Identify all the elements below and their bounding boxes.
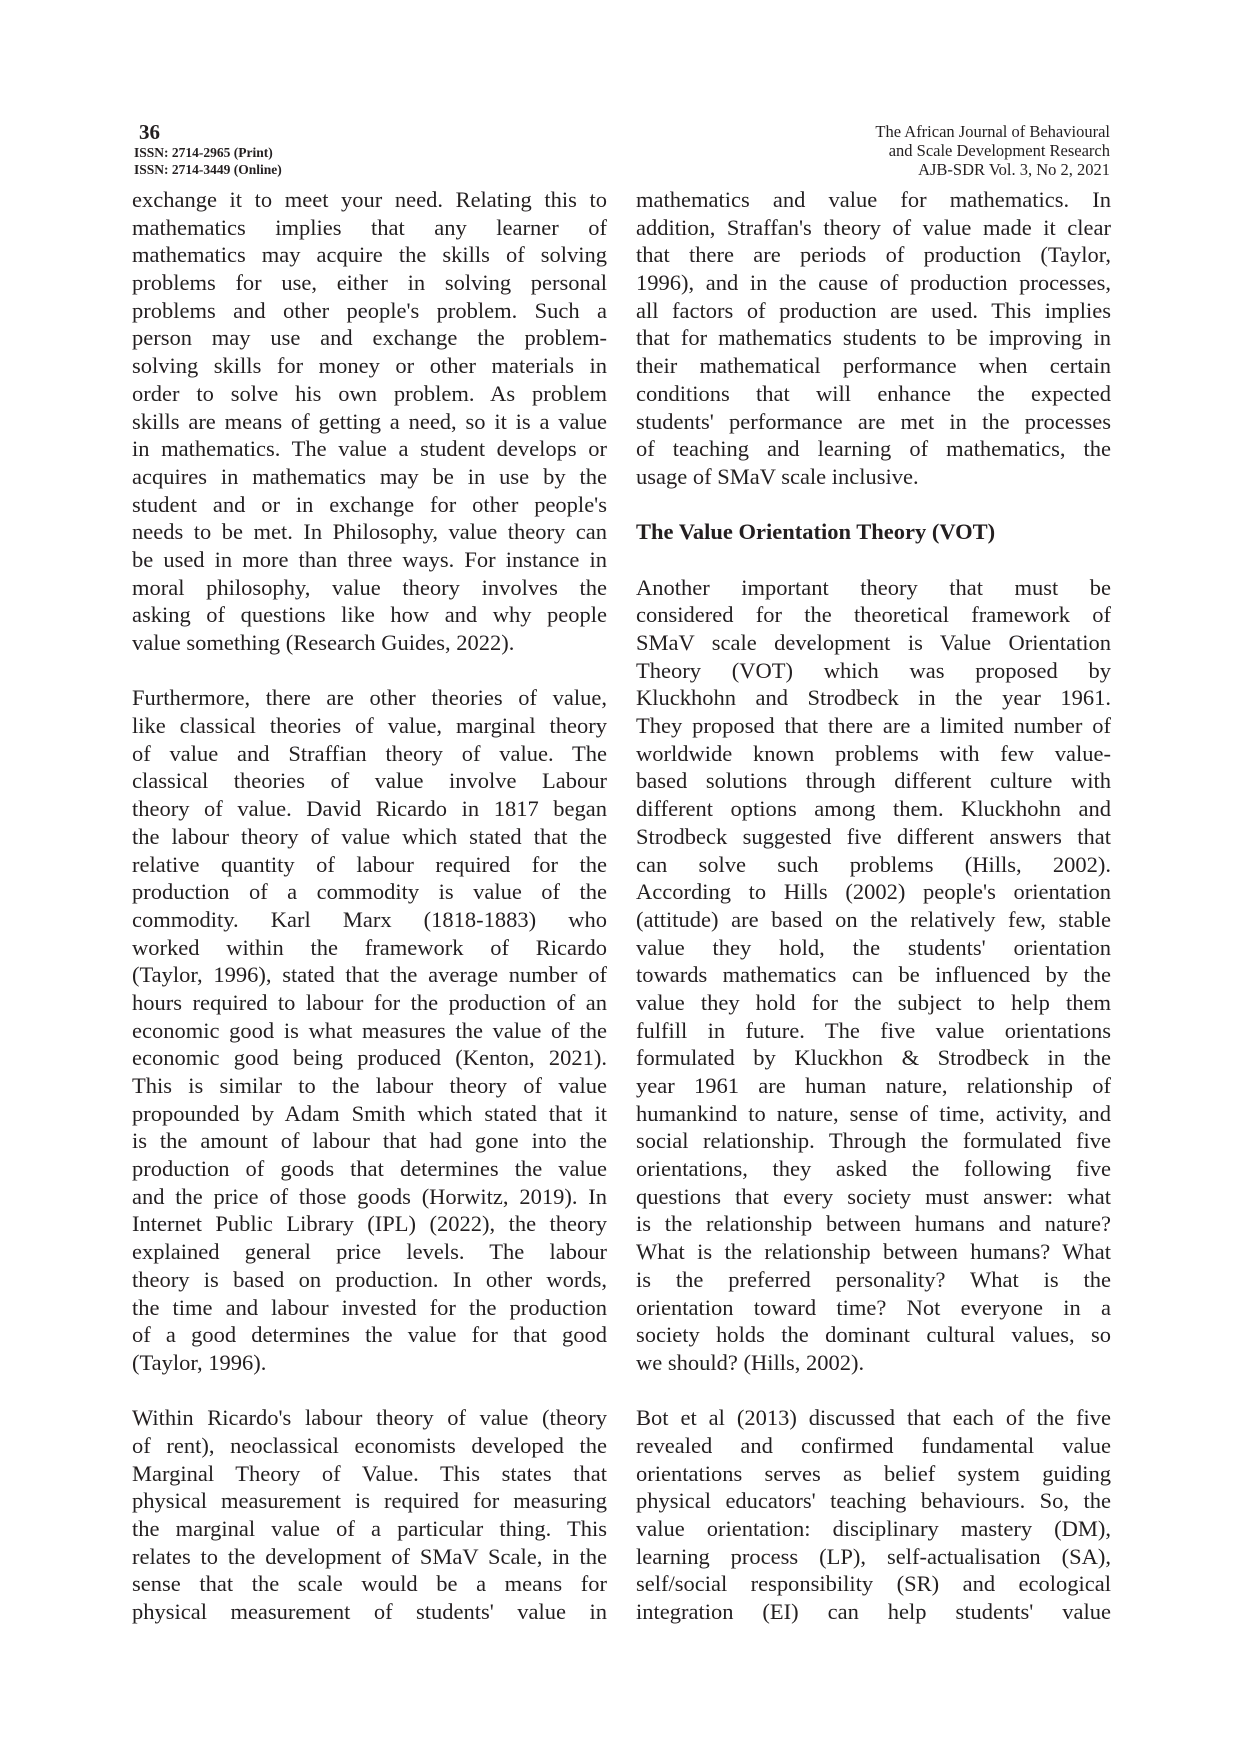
text-line: production of goods that determines the value: [132, 1156, 607, 1182]
text-line: physical educators' teaching behaviours. So, the: [636, 1488, 1111, 1514]
text-line: of rent), neoclassical economists developed the: [132, 1432, 607, 1458]
text-line: the time and labour invested for the production: [132, 1294, 607, 1320]
text-line: acquires in mathematics may be in use by the: [132, 463, 607, 489]
text-line: propounded by Adam Smith which stated that it: [132, 1100, 607, 1126]
text-line: addition, Straffan's theory of value made it clear: [636, 214, 1111, 240]
text-line: orientations serves as belief system guiding: [636, 1460, 1111, 1486]
text-line: towards mathematics can be influenced by the: [636, 962, 1111, 988]
text-line: like classical theories of value, marginal theory: [132, 713, 607, 739]
text-line: is the amount of labour that had gone into the: [132, 1128, 607, 1154]
text-line: considered for the theoretical framework of: [636, 602, 1111, 628]
issn-online: ISSN: 2714-3449 (Online): [134, 162, 282, 177]
text-line: Internet Public Library (IPL) (2022), the theory: [132, 1211, 607, 1237]
text-line: questions that every society must answer: what: [636, 1183, 1111, 1209]
paragraph: [636, 1404, 1111, 1626]
text-line: This is similar to the labour theory of value: [132, 1073, 607, 1098]
text-line: be used in more than three ways. For instance in: [132, 546, 607, 572]
text-line: asking of questions like how and why people: [132, 602, 607, 628]
text-line: mathematics may acquire the skills of solving: [132, 242, 607, 268]
text-line: What is the relationship between humans? What: [636, 1239, 1111, 1265]
text-line: based solutions through different culture with: [636, 768, 1111, 794]
text-line: commodity. Karl Marx (1818-1883) who: [132, 906, 607, 932]
text-line: theory of value. David Ricardo in 1817 began: [132, 796, 607, 822]
issn-print: ISSN: 2714-2965 (Print): [134, 145, 273, 160]
text-line: solving skills for money or other materials in: [132, 353, 607, 379]
text-line: (Taylor, 1996).: [132, 1349, 267, 1375]
text-line: production of a commodity is value of the: [132, 879, 607, 905]
text-line: moral philosophy, value theory involves the: [132, 574, 607, 600]
text-line: orientation toward time? Not everyone in a: [636, 1294, 1111, 1320]
text-line: Within Ricardo's labour theory of value (theory: [132, 1405, 607, 1431]
text-line: person may use and exchange the problem-: [132, 325, 607, 351]
text-line: (attitude) are based on the relatively few, stable: [636, 906, 1111, 932]
text-line: of a good determines the value for that good: [132, 1322, 607, 1348]
text-line: Furthermore, there are other theories of value,: [132, 685, 607, 711]
text-line: physical measurement is required for measuring: [132, 1488, 607, 1514]
text-line: value they hold for the subject to help them: [636, 989, 1111, 1015]
text-line: of value and Straffian theory of value. The: [132, 740, 607, 766]
text-line: Kluckhohn and Strodbeck in the year 1961.: [636, 685, 1111, 711]
text-line: classical theories of value involve Labour: [132, 768, 607, 794]
text-line: that for mathematics students to be improving in: [636, 325, 1111, 351]
text-line: economic good being produced (Kenton, 2021).: [132, 1045, 607, 1071]
text-line: skills are means of getting a need, so it is a value: [132, 408, 607, 434]
text-line: Strodbeck suggested five different answers that: [636, 823, 1111, 849]
text-line: their mathematical performance when certain: [636, 353, 1111, 379]
text-line: the labour theory of value which stated that the: [132, 823, 607, 849]
text-line: fulfill in future. The five value orientations: [636, 1017, 1111, 1043]
issn-block: [134, 144, 282, 178]
text-line: that there are periods of production (Taylor,: [636, 242, 1111, 268]
text-line: physical measurement of students' value in: [132, 1599, 607, 1625]
journal-title-line2: and Scale Development Research: [888, 141, 1110, 160]
paragraph: [636, 186, 1111, 491]
text-line: we should? (Hills, 2002).: [636, 1349, 865, 1375]
text-line: students' performance are met in the processes: [636, 408, 1111, 434]
text-line: worked within the framework of Ricardo: [132, 934, 607, 960]
paragraph: [132, 1404, 607, 1626]
text-line: relates to the development of SMaV Scale, in the: [132, 1543, 607, 1569]
text-line: the marginal value of a particular thing. This: [132, 1516, 607, 1541]
text-line: value something (Research Guides, 2022).: [132, 630, 515, 655]
text-line: humankind to nature, sense of time, activity, and: [636, 1100, 1111, 1126]
text-line: mathematics implies that any learner of: [132, 214, 607, 240]
paragraph: [132, 684, 607, 1376]
text-line: Theory (VOT) which was proposed by: [636, 657, 1111, 683]
page-number: 36: [139, 120, 160, 144]
text-line: social relationship. Through the formulated five: [636, 1128, 1111, 1154]
text-line: According to Hills (2002) people's orientation: [636, 879, 1111, 905]
text-line: explained general price levels. The labour: [132, 1239, 607, 1265]
text-line: Another important theory that must be: [636, 574, 1111, 600]
paragraph: [132, 186, 607, 657]
text-line: in mathematics. The value a student develops or: [132, 436, 607, 462]
right-column: [636, 186, 1111, 1626]
text-line: orientations, they asked the following five: [636, 1156, 1111, 1182]
text-line: conditions that will enhance the expected: [636, 380, 1111, 406]
text-line: exchange it to meet your need. Relating this to: [132, 187, 607, 212]
text-line: is the preferred personality? What is the: [636, 1266, 1111, 1292]
text-line: usage of SMaV scale inclusive.: [636, 463, 919, 489]
text-line: worldwide known problems with few value-: [636, 740, 1111, 766]
text-line: relative quantity of labour required for the: [132, 851, 607, 877]
paragraph: [636, 574, 1111, 1377]
text-line: integration (EI) can help students' value: [636, 1599, 1111, 1625]
text-line: society holds the dominant cultural values, so: [636, 1322, 1111, 1348]
text-line: different options among them. Kluckhohn and: [636, 796, 1111, 822]
text-line: They proposed that there are a limited number of: [636, 713, 1111, 739]
text-line: revealed and confirmed fundamental value: [636, 1432, 1111, 1458]
text-line: is the relationship between humans and nature?: [636, 1211, 1111, 1237]
journal-title-line1: The African Journal of Behavioural: [875, 122, 1110, 141]
text-line: year 1961 are human nature, relationship of: [636, 1073, 1111, 1098]
text-line: learning process (LP), self-actualisation (SA),: [636, 1543, 1111, 1569]
section-heading: The Value Orientation Theory (VOT): [636, 519, 996, 545]
text-line: needs to be met. In Philosophy, value theory can: [132, 519, 607, 545]
text-line: theory is based on production. In other words,: [132, 1266, 607, 1292]
text-line: Marginal Theory of Value. This states that: [132, 1460, 607, 1486]
text-line: of teaching and learning of mathematics, the: [636, 436, 1111, 462]
text-line: problems and other people's problem. Such a: [132, 297, 607, 323]
journal-volume: AJB-SDR Vol. 3, No 2, 2021: [918, 160, 1110, 179]
text-line: and the price of those goods (Horwitz, 2019). In: [132, 1183, 607, 1209]
text-line: formulated by Kluckhon & Strodbeck in the: [636, 1045, 1111, 1071]
text-line: can solve such problems (Hills, 2002).: [636, 851, 1111, 877]
journal-header: [875, 122, 1110, 179]
text-line: all factors of production are used. This implies: [636, 297, 1111, 323]
text-line: sense that the scale would be a means for: [132, 1571, 607, 1597]
text-line: order to solve his own problem. As problem: [132, 380, 607, 406]
text-line: self/social responsibility (SR) and ecological: [636, 1571, 1111, 1597]
text-line: 1996), and in the cause of production processes,: [636, 270, 1111, 296]
text-line: value they hold, the students' orientation: [636, 934, 1111, 960]
text-line: Bot et al (2013) discussed that each of the five: [636, 1405, 1111, 1431]
text-line: (Taylor, 1996), stated that the average number of: [132, 962, 607, 988]
text-line: student and or in exchange for other people's: [132, 491, 607, 517]
text-line: hours required to labour for the production of an: [132, 989, 607, 1015]
left-column: [132, 186, 607, 1626]
text-line: value orientation: disciplinary mastery (DM),: [636, 1516, 1111, 1541]
text-line: problems for use, either in solving personal: [132, 270, 607, 296]
text-line: mathematics and value for mathematics. In: [636, 187, 1111, 212]
text-line: economic good is what measures the value of the: [132, 1017, 607, 1043]
text-line: SMaV scale development is Value Orientation: [636, 630, 1111, 655]
